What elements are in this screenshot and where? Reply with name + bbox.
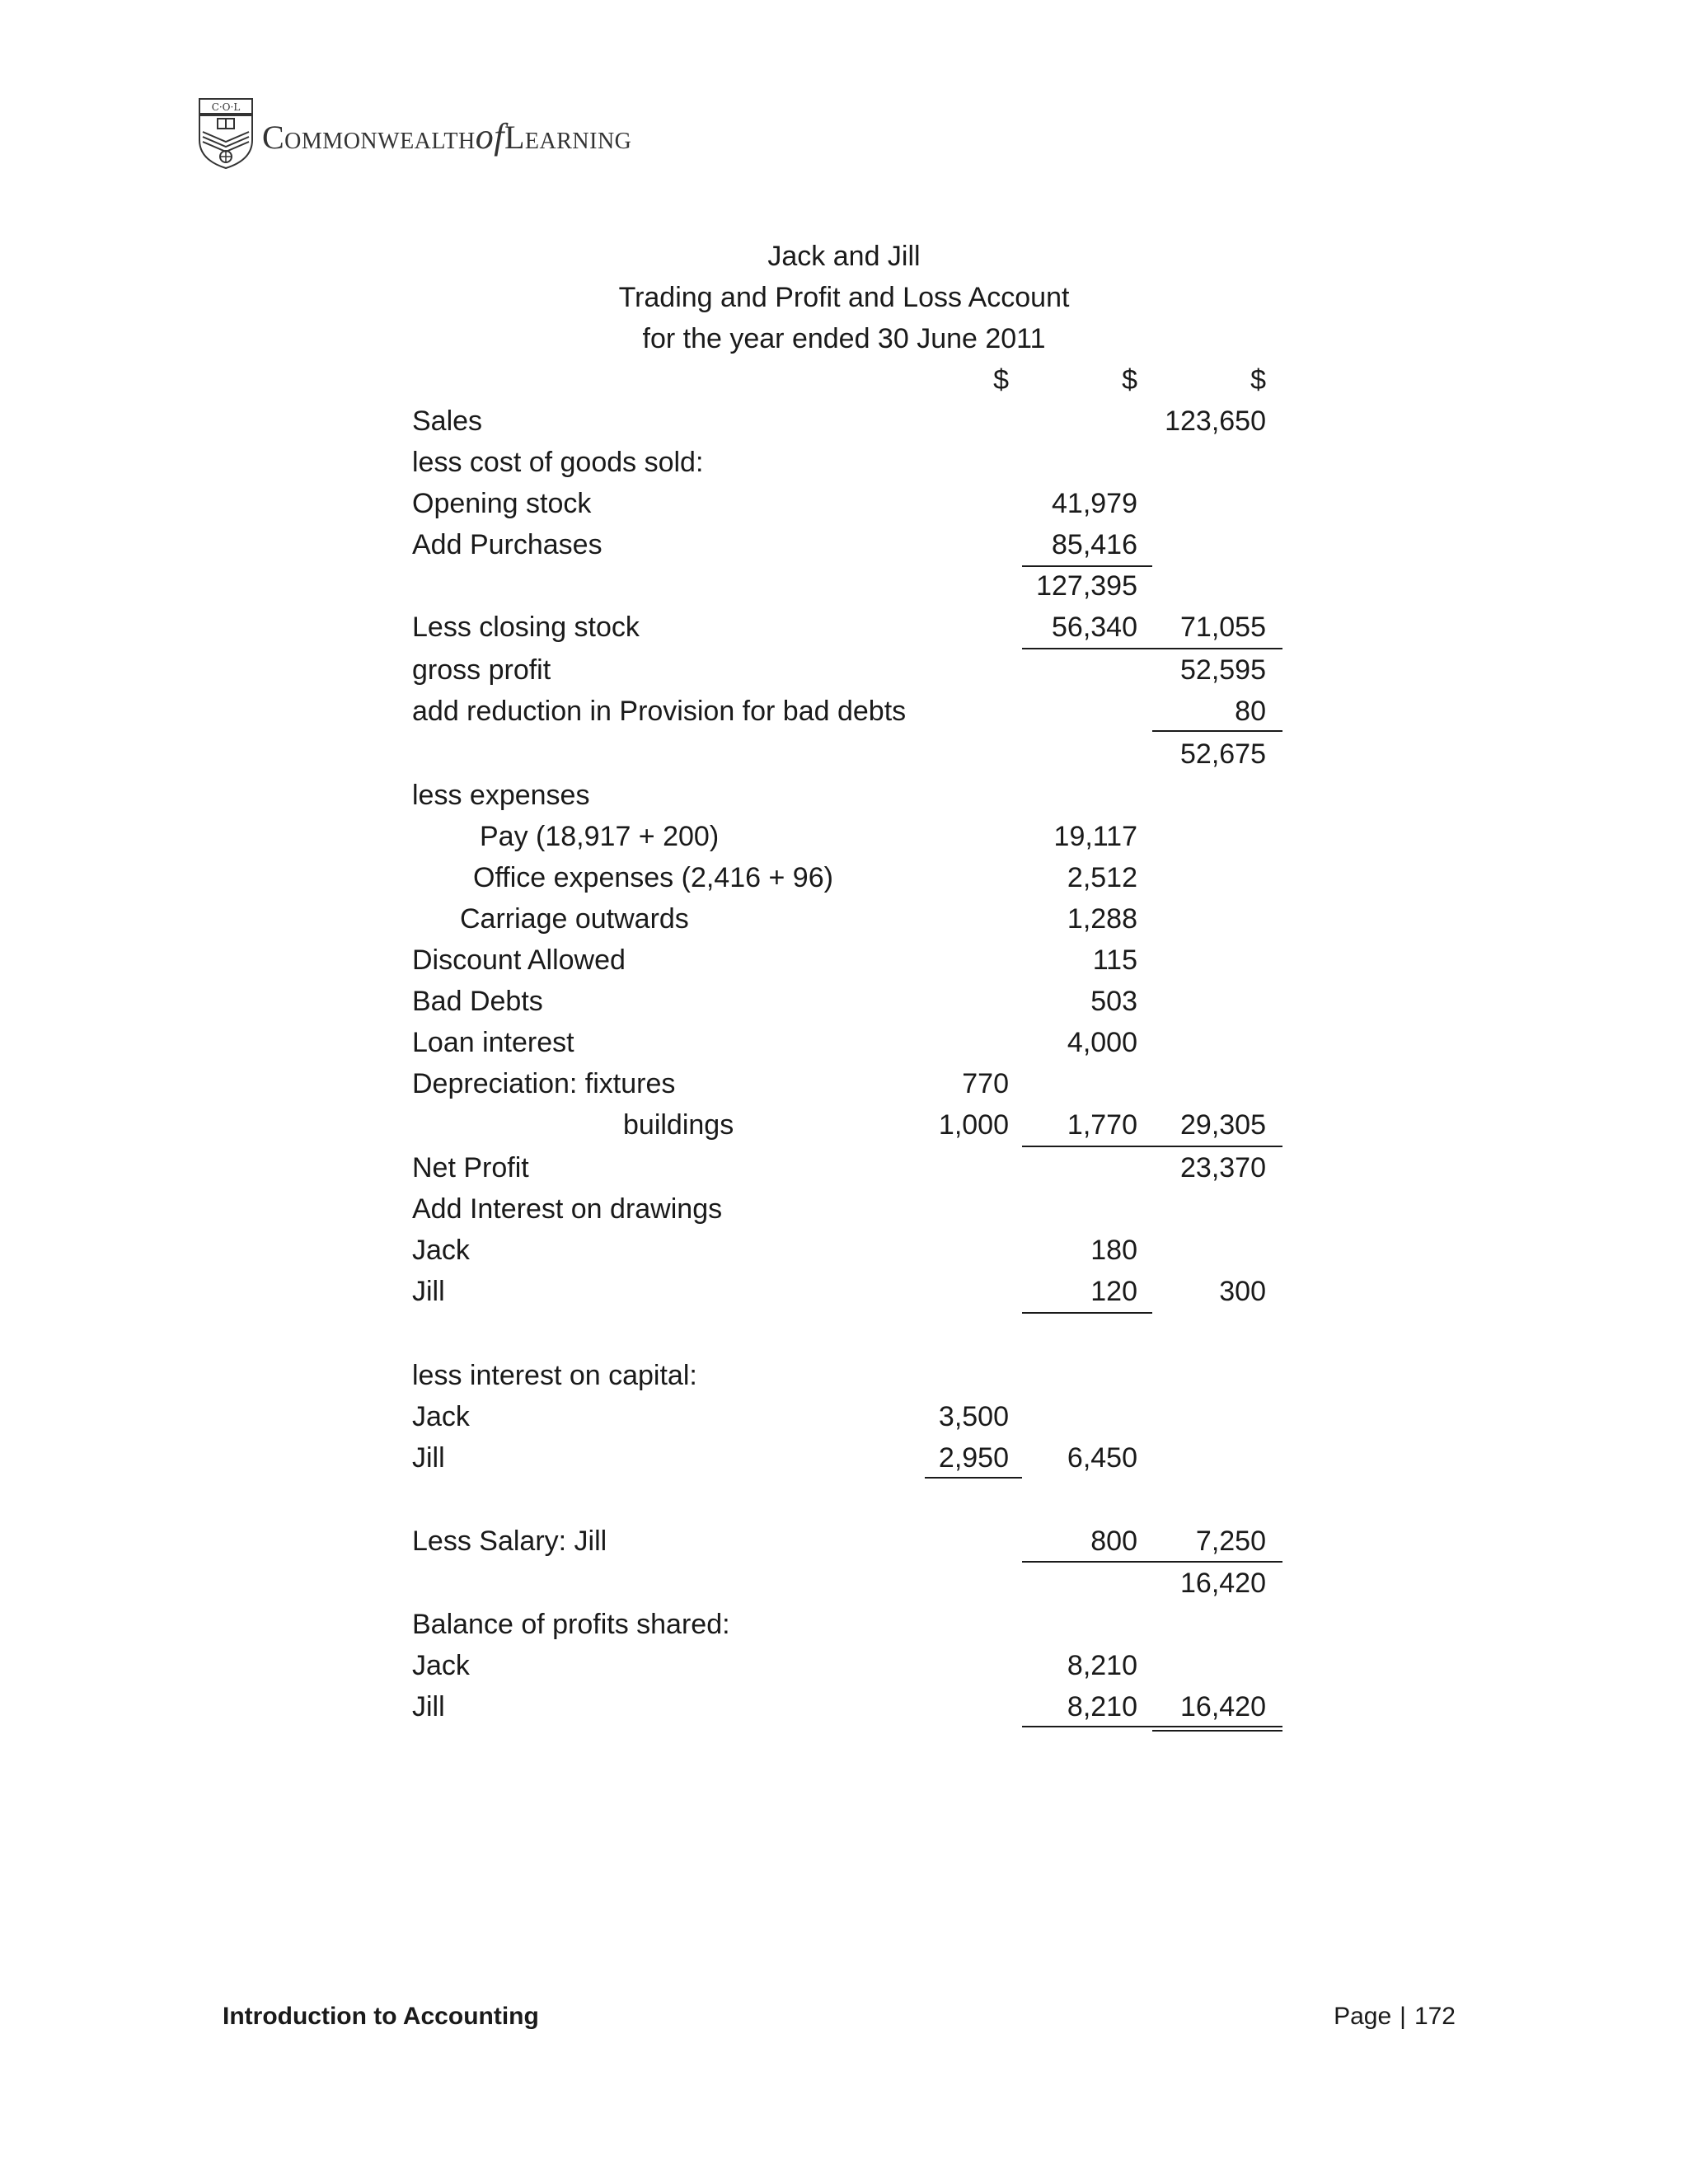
ledger-row-label: Pay (18,917 + 200) — [480, 821, 720, 852]
ledger-amount-c1: 1,000 — [938, 1109, 1009, 1141]
ledger-row-label: Jack — [412, 1401, 470, 1432]
ledger-row — [0, 1147, 1688, 1188]
ledger-underline — [1022, 1561, 1152, 1563]
ledger-row — [0, 607, 1688, 648]
footer-page-label: Page — [1334, 2003, 1392, 2030]
ledger-row-label: Loan interest — [412, 1027, 574, 1058]
ledger-row — [0, 733, 1688, 775]
ledger-row — [0, 1355, 1688, 1396]
ledger-row-label: Office expenses (2,416 + 96) — [473, 862, 833, 893]
ledger-row-label: buildings — [623, 1109, 734, 1141]
ledger-amount-c3: 71,055 — [1180, 612, 1266, 643]
ledger-amount-c2: 6,450 — [1067, 1442, 1137, 1474]
ledger-row-label: Bad Debts — [412, 986, 543, 1017]
ledger-row — [0, 1271, 1688, 1312]
statement-period: for the year ended 30 June 2011 — [642, 323, 1046, 354]
ledger-amount-c3: 16,420 — [1180, 1568, 1266, 1599]
ledger-row — [0, 1396, 1688, 1437]
ledger-row-label: Sales — [412, 405, 483, 437]
ledger-row-label: Jill — [412, 1691, 445, 1722]
ledger-row — [0, 483, 1688, 524]
ledger-amount-c2: 8,210 — [1067, 1650, 1137, 1681]
footer-course-title: Introduction to Accounting — [223, 2003, 539, 2030]
ledger-row — [0, 401, 1688, 442]
ledger-underline — [1152, 1146, 1282, 1147]
ledger-underline — [1152, 1730, 1282, 1732]
ledger-row — [0, 1104, 1688, 1146]
ledger-row — [0, 649, 1688, 691]
ledger-row — [0, 1521, 1688, 1562]
ledger-amount-c2: 115 — [1092, 944, 1137, 976]
ledger-amount-c2: 120 — [1090, 1276, 1137, 1307]
crest-badge-text: C·O·L — [211, 101, 241, 113]
ledger-amount-c1: 770 — [962, 1068, 1009, 1099]
ledger-row-label: less expenses — [412, 780, 590, 811]
ledger-underline — [1022, 1146, 1152, 1147]
ledger-row-label: Add Interest on drawings — [412, 1193, 723, 1225]
ledger-amount-c2: 41,979 — [1052, 488, 1137, 519]
ledger-row-label: Jack — [412, 1650, 470, 1681]
ledger-row-label: Net Profit — [412, 1152, 529, 1183]
ledger-amount-c2: 2,512 — [1067, 862, 1137, 893]
ledger-row-label: less cost of goods sold: — [412, 447, 704, 478]
ledger-amount-c2: 127,395 — [1036, 570, 1137, 602]
ledger-amount-c3: 52,595 — [1180, 654, 1266, 686]
ledger-amount-c2: 180 — [1090, 1235, 1137, 1266]
ledger-amount-c3: 16,420 — [1180, 1691, 1266, 1722]
ledger-amount-c3: 7,250 — [1195, 1526, 1266, 1557]
ledger-row — [0, 1645, 1688, 1686]
ledger-row-label: Add Purchases — [412, 529, 603, 560]
ledger-row — [0, 1188, 1688, 1230]
ledger-row — [0, 981, 1688, 1022]
ledger-row-label: Less closing stock — [412, 612, 640, 643]
ledger-row — [0, 1063, 1688, 1104]
ledger-row-label: Jill — [412, 1276, 445, 1307]
footer-page-number — [1334, 2003, 1456, 2031]
logo-word-learning: Learning — [504, 119, 632, 156]
ledger-underline — [925, 1477, 1022, 1479]
ledger-row — [0, 940, 1688, 981]
ledger-row-label: Depreciation: fixtures — [412, 1068, 676, 1099]
ledger-row-label: Discount Allowed — [412, 944, 626, 976]
ledger-row-label: gross profit — [412, 654, 551, 686]
ledger-amount-c3: 300 — [1219, 1276, 1266, 1307]
ledger-amount-c1: 2,950 — [938, 1442, 1009, 1474]
ledger-row — [0, 1604, 1688, 1645]
ledger-underline — [1152, 648, 1282, 649]
ledger-row — [0, 1686, 1688, 1727]
ledger-row — [0, 775, 1688, 816]
ledger-underline — [1152, 730, 1282, 732]
ledger-amount-c2: 56,340 — [1052, 612, 1137, 643]
ledger-amount-c2: 800 — [1090, 1526, 1137, 1557]
currency-header-col3: $ — [1250, 364, 1266, 396]
ledger-row-label: Balance of profits shared: — [412, 1609, 730, 1640]
ledger-amount-c3: 80 — [1235, 696, 1266, 727]
ledger-row — [0, 565, 1688, 607]
ledger-row-label: Jill — [412, 1442, 445, 1474]
statement-title: Trading and Profit and Loss Account — [618, 282, 1070, 313]
ledger-row — [0, 857, 1688, 898]
ledger-amount-c2: 1,288 — [1067, 903, 1137, 935]
ledger-amount-c2: 8,210 — [1067, 1691, 1137, 1722]
currency-header-col2: $ — [1122, 364, 1137, 396]
ledger-row — [0, 1022, 1688, 1063]
currency-header-col1: $ — [993, 364, 1009, 396]
ledger-amount-c3: 123,650 — [1165, 405, 1266, 437]
ledger-row-label: Jack — [412, 1235, 470, 1266]
entity-name: Jack and Jill — [767, 241, 921, 272]
ledger-underline — [1152, 1561, 1282, 1563]
ledger-row — [0, 1230, 1688, 1271]
ledger-row-label: less interest on capital: — [412, 1360, 697, 1391]
ledger-row — [0, 1563, 1688, 1604]
ledger-row — [0, 524, 1688, 565]
ledger-amount-c2: 503 — [1090, 986, 1137, 1017]
ledger-row — [0, 691, 1688, 732]
ledger-amount-c1: 3,500 — [938, 1401, 1009, 1432]
ledger-amount-c2: 85,416 — [1052, 529, 1137, 560]
ledger-row — [0, 442, 1688, 483]
ledger-underline — [1022, 648, 1152, 649]
ledger-underline — [1022, 1312, 1152, 1314]
ledger-amount-c2: 19,117 — [1053, 821, 1137, 852]
ledger-row-label: add reduction in Provision for bad debts — [412, 696, 907, 727]
ledger-amount-c2: 4,000 — [1067, 1027, 1137, 1058]
ledger-row-label: Less Salary: Jill — [412, 1526, 607, 1557]
ledger-amount-c3: 23,370 — [1180, 1152, 1266, 1183]
ledger-row — [0, 816, 1688, 857]
logo-word-of: of — [475, 116, 504, 157]
currency-header-row — [0, 359, 1688, 401]
ledger-underline — [1022, 1726, 1152, 1727]
ledger-row — [0, 1437, 1688, 1479]
ledger-row — [0, 898, 1688, 940]
logo-word-commonwealth: Commonwealth — [262, 119, 476, 156]
ledger-amount-c3: 29,305 — [1180, 1109, 1266, 1141]
footer-page-value: 172 — [1414, 2003, 1456, 2030]
ledger-row-label: Carriage outwards — [460, 903, 689, 935]
ledger-amount-c2: 1,770 — [1067, 1109, 1137, 1141]
ledger-row-label: Opening stock — [412, 488, 592, 519]
footer-separator: | — [1400, 2003, 1406, 2030]
ledger-underline — [1152, 1726, 1282, 1727]
ledger-underline — [1022, 565, 1152, 567]
ledger-amount-c3: 52,675 — [1180, 738, 1266, 770]
